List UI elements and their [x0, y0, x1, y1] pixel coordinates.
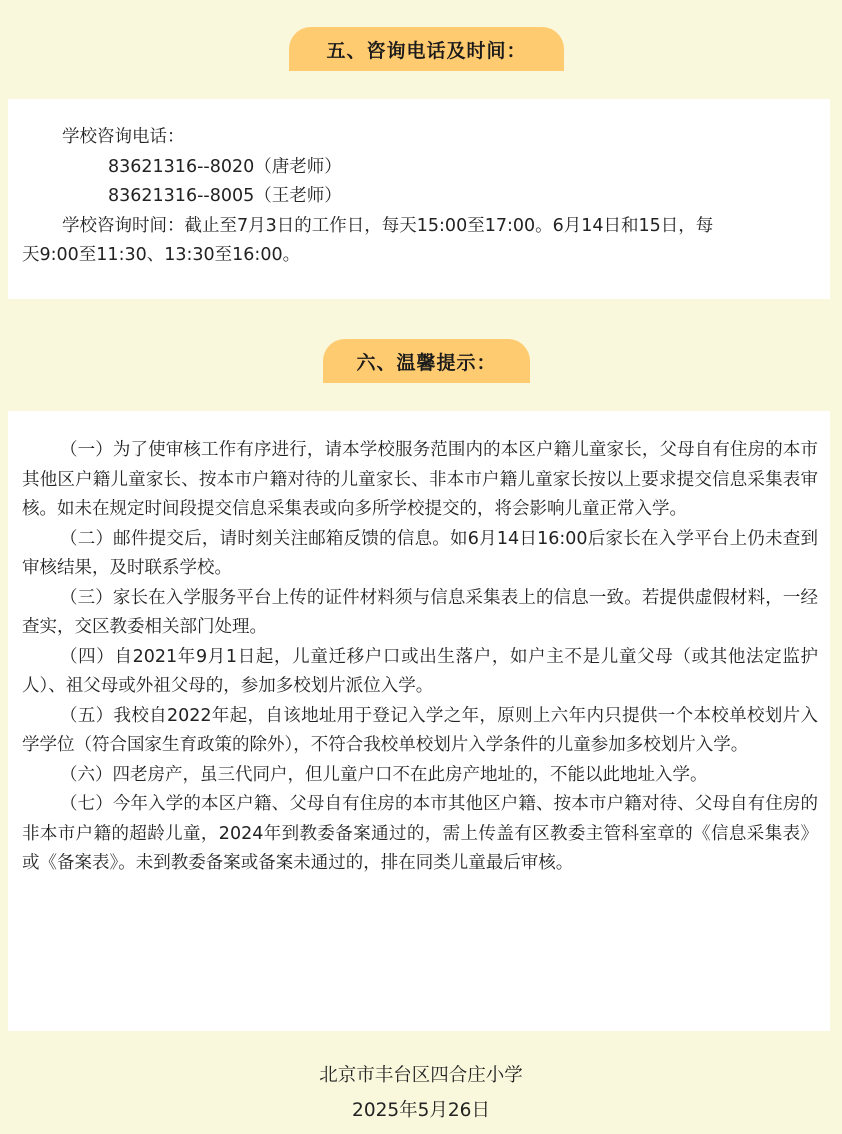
phone-label: 学校咨询电话：	[62, 127, 185, 147]
section-5-title: 五、咨询电话及时间：	[289, 27, 564, 71]
tip-item-2: （二）邮件提交后，请时刻关注邮箱反馈的信息。如6月14日16:00后家长在入学平台上仍未查到审核结果，及时联系学校。	[22, 528, 818, 578]
section-6-title: 六、温馨提示：	[323, 339, 530, 383]
tip-item-6: （六）四老房产，虽三代同户，但儿童户口不在此房产地址的，不能以此地址入学。	[60, 764, 708, 785]
tip-item-7: （七）今年入学的本区户籍、父母自有住房的本市其他区户籍、按本市户籍对待、父母自有住房的非本市户籍的超龄儿童，2024年到教委备案通过的，需上传盖有区教委主管科室章的《信息采集表》或《备案表》。未到教委备案或备案未通过的，排在同类儿童最后审核。	[22, 794, 818, 873]
tip-item-4: （四）自2021年9月1日起，儿童迁移户口或出生落户，如户主不是儿童父母（或其他法定监护人）、祖父母或外祖父母的，参加多校划片派位入学。	[22, 646, 818, 696]
tip-item-1: （一）为了使审核工作有序进行，请本学校服务范围内的本区户籍儿童家长，父母自有住房的本市其他区户籍儿童家长、按本市户籍对待的儿童家长、非本市户籍儿童家长按以上要求提交信息采集表审核。如未在规定时间段提交信息采集表或向多所学校提交的，将会影响儿童正常入学。	[22, 440, 818, 519]
tips-card	[8, 411, 830, 1031]
consult-time-line-1: 学校咨询时间：截止至7月3日的工作日，每天15:00至17:00。6月14日和15日，每	[62, 215, 714, 236]
publish-date: 2025年5月26日	[352, 1100, 490, 1121]
consult-time-line-2: 天9:00至11:30、13:30至16:00。	[22, 245, 301, 265]
contact-card	[8, 99, 830, 299]
tip-item-5: （五）我校自2022年起，自该地址用于登记入学之年，原则上六年内只提供一个本校单校划片入学学位（符合国家生育政策的除外），不符合我校单校划片入学条件的儿童参加多校划片入学。	[22, 705, 818, 755]
tip-item-3: （三）家长在入学服务平台上传的证件材料须与信息采集表上的信息一致。若提供虚假材料，一经查实，交区教委相关部门处理。	[22, 587, 818, 637]
phone-number-2: 83621316--8005（王老师）	[108, 186, 342, 206]
school-name: 北京市丰台区四合庄小学	[319, 1065, 523, 1086]
phone-number-1: 83621316--8020（唐老师）	[108, 156, 342, 177]
